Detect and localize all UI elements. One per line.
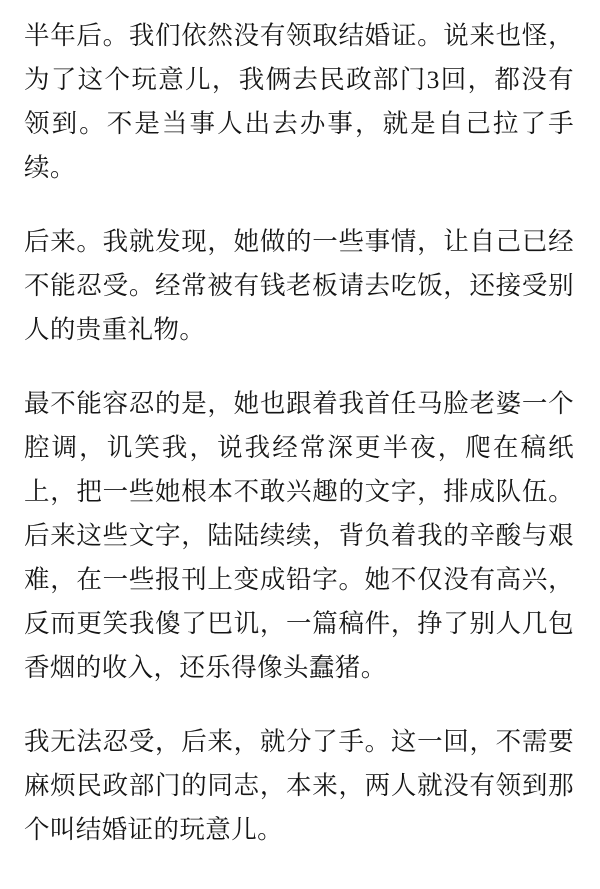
paragraph-4: 我无法忍受，后来，就分了手。这一回，不需要麻烦民政部门的同志，本来，两人就没有领到那个叫结婚证的玩意儿。: [24, 727, 574, 844]
paragraph-3: 最不能容忍的是，她也跟着我首任马脸老婆一个腔调，讥笑我，说我经常深更半夜，爬在稿纸上，把一些她根本不敢兴趣的文字，排成队伍。后来这些文字，陆陆续续，背负着我的辛酸与艰难，在一些报刊上变成铅字。她不仅没有高兴，反而更笑我傻了巴讥，一篇稿件，挣了别人几包香烟的收入，还乐得像头蠢猪。: [24, 389, 574, 682]
paragraph-2: 后来。我就发现，她做的一些事情，让自己已经不能忍受。经常被有钱老板请去吃饭，还接受别人的贵重礼物。: [24, 227, 574, 344]
paragraph-1: 半年后。我们依然没有领取结婚证。说来也怪，为了这个玩意儿，我俩去民政部门3回，都没有领到。不是当事人出去办事，就是自己拉了手续。: [24, 21, 574, 182]
